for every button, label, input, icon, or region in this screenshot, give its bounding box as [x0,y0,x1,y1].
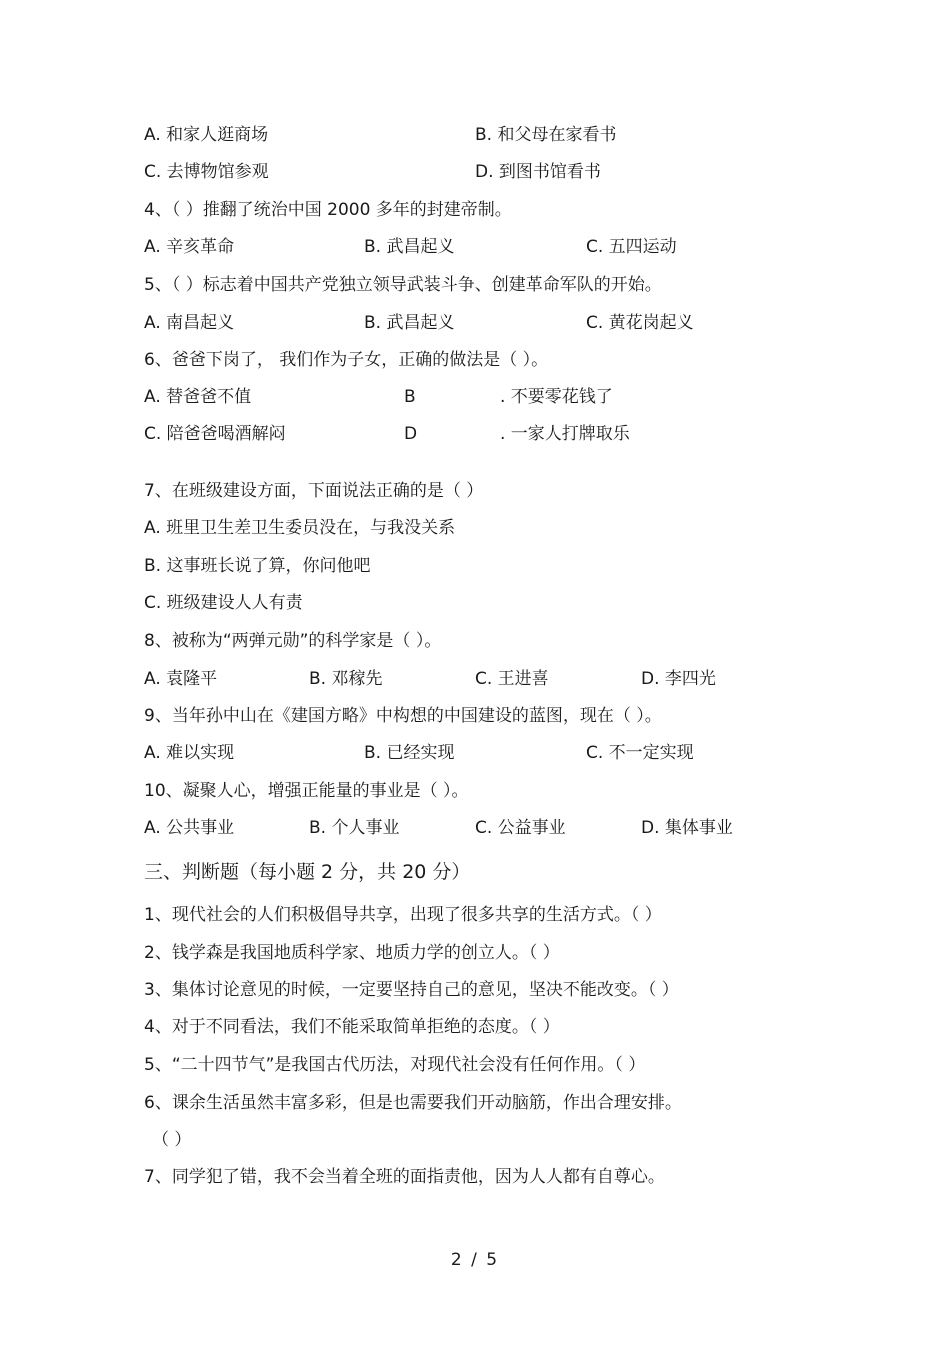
q3-option-c: C. 去博物馆参观 [144,162,269,182]
q7-option-c: C. 班级建设人人有责 [144,593,303,613]
q6-stem: 6、爸爸下岗了， 我们作为子女，正确的做法是（ ）。 [144,350,549,370]
q6-option-b-letter: B [404,387,416,407]
q8-option-a: A. 袁隆平 [144,669,218,689]
q8-option-b: B. 邓稼先 [309,669,383,689]
judge-item-4: 4、对于不同看法，我们不能采取简单拒绝的态度。（ ） [144,1017,560,1037]
q7-option-b: B. 这事班长说了算，你问他吧 [144,556,371,576]
q3-option-d: D. 到图书馆看书 [475,162,601,182]
judge-item-7: 7、同学犯了错，我不会当着全班的面指责他，因为人人都有自尊心。 [144,1167,665,1187]
judge-item-6: 6、课余生活虽然丰富多彩，但是也需要我们开动脑筋，作出合理安排。 [144,1093,682,1113]
q6-option-d-text: . 一家人打牌取乐 [500,424,630,444]
q8-option-d: D. 李四光 [641,669,716,689]
q9-option-b: B. 已经实现 [364,743,455,763]
q8-stem: 8、被称为“两弹元勋”的科学家是（ ）。 [144,631,442,651]
q6-option-c: C. 陪爸爸喝酒解闷 [144,424,286,444]
q5-option-a: A. 南昌起义 [144,313,235,333]
q10-stem: 10、凝聚人心，增强正能量的事业是（ ）。 [144,781,469,801]
q5-option-b: B. 武昌起义 [364,313,455,333]
q5-stem: 5、（ ）标志着中国共产党独立领导武装斗争、创建革命军队的开始。 [144,275,662,295]
judge-item-6-answer-blank: （ ） [152,1130,192,1150]
q10-option-b: B. 个人事业 [309,818,400,838]
q7-option-a: A. 班里卫生差卫生委员没在，与我没关系 [144,518,456,538]
q4-stem: 4、（ ）推翻了统治中国 2000 多年的封建帝制。 [144,200,512,220]
q3-option-b: B. 和父母在家看书 [475,125,617,145]
q7-stem: 7、在班级建设方面，下面说法正确的是（ ） [144,481,484,501]
q9-option-c: C. 不一定实现 [586,743,694,763]
judge-item-3: 3、集体讨论意见的时候，一定要坚持自己的意见，坚决不能改变。（ ） [144,980,679,1000]
q6-option-d-letter: D [404,424,418,444]
q5-option-c: C. 黄花岗起义 [586,313,694,333]
q4-option-a: A. 辛亥革命 [144,237,235,257]
q8-option-c: C. 王进喜 [475,669,549,689]
judge-item-1: 1、现代社会的人们积极倡导共享，出现了很多共享的生活方式。（ ） [144,905,662,925]
page-number: 2 / 5 [450,1250,500,1270]
judge-item-2: 2、钱学森是我国地质科学家、地质力学的创立人。（ ） [144,943,560,963]
q10-option-c: C. 公益事业 [475,818,566,838]
q9-stem: 9、当年孙中山在《建国方略》中构想的中国建设的蓝图，现在（ ）。 [144,706,662,726]
q10-option-a: A. 公共事业 [144,818,235,838]
judge-item-5: 5、“二十四节气”是我国古代历法，对现代社会没有任何作用。（ ） [144,1055,646,1075]
q9-option-a: A. 难以实现 [144,743,235,763]
q10-option-d: D. 集体事业 [641,818,733,838]
q3-option-a: A. 和家人逛商场 [144,125,269,145]
q4-option-c: C. 五四运动 [586,237,677,257]
q6-option-a: A. 替爸爸不值 [144,387,252,407]
section-3-heading: 三、判断题（每小题 2 分，共 20 分） [144,861,471,883]
q4-option-b: B. 武昌起义 [364,237,455,257]
q6-option-b-text: . 不要零花钱了 [500,387,613,407]
